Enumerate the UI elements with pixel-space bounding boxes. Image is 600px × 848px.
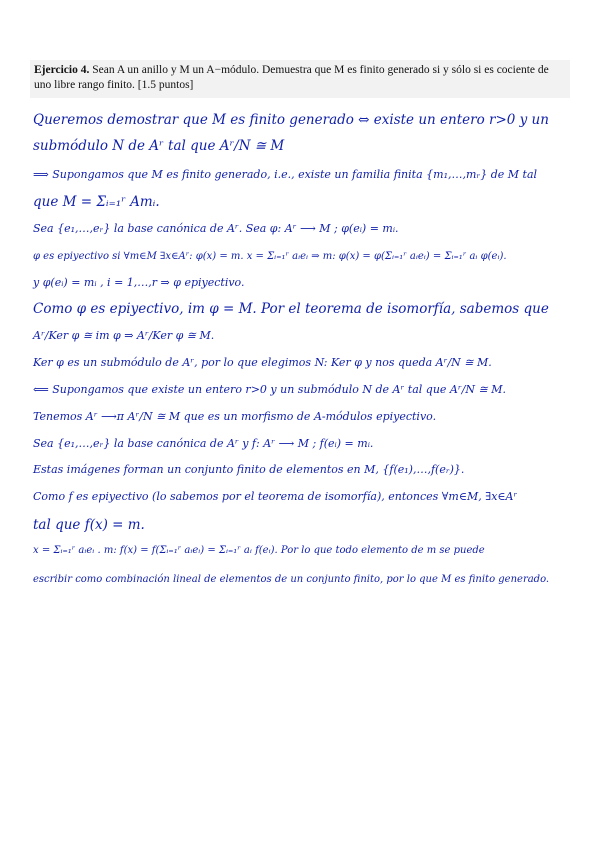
proof-line-15: Como f es epiyectivo (lo sabemos por el teorema de isomorfía), entonces ∀m∈M, ∃x∈Aʳ [33, 490, 518, 503]
proof-line-3: ⟹ Supongamos que M es finito generado, i.e., existe un familia finita {m₁,…,mᵣ} de M tal [33, 168, 538, 181]
proof-line-5: Sea {e₁,…,eᵣ} la base canónica de Aʳ. Sea φ: Aʳ ⟶ M ; φ(eᵢ) = mᵢ. [33, 222, 399, 235]
proof-line-7: y φ(eᵢ) = mᵢ , i = 1,…,r ⇒ φ epiyectivo. [33, 276, 245, 289]
proof-line-10: Ker φ es un submódulo de Aʳ, por lo que elegimos N: Ker φ y nos queda Aʳ/N ≅ M. [33, 356, 492, 369]
proof-line-17: x = Σᵢ₌₁ʳ aᵢeᵢ . m: f(x) = f(Σᵢ₌₁ʳ aᵢeᵢ) = Σᵢ₌₁ʳ aᵢ f(eᵢ). Por lo que todo elemento de m se puede [33, 545, 485, 556]
proof-line-12: Tenemos Aʳ ⟶π Aʳ/N ≅ M que es un morfismo de A-módulos epiyectivo. [33, 410, 437, 423]
proof-line-6: φ es epiyectivo si ∀m∈M ∃x∈Aʳ: φ(x) = m. x = Σᵢ₌₁ʳ aᵢeᵢ ⇒ m: φ(x) = φ(Σᵢ₌₁ʳ aᵢeᵢ) = Σᵢ₌₁ʳ aᵢ φ(eᵢ). [33, 251, 507, 262]
proof-line-8: Como φ es epiyectivo, im φ = M. Por el teorema de isomorfía, sabemos que [33, 301, 549, 317]
proof-line-9: Aʳ/Ker φ ≅ im φ ⇒ Aʳ/Ker φ ≅ M. [33, 329, 215, 342]
proof-line-14: Estas imágenes forman un conjunto finito de elementos en M, {f(e₁),…,f(eᵣ)}. [33, 463, 465, 476]
exercise-label: Ejercicio 4. [34, 64, 90, 76]
proof-line-4: que M = Σᵢ₌₁ʳ Amᵢ. [33, 194, 160, 210]
proof-line-1: Queremos demostrar que M es finito generado ⇔ existe un entero r>0 y un [33, 112, 549, 128]
exercise-text: Sean A un anillo y M un A−módulo. Demuestra que M es finito generado si y sólo si es cociente de uno libre rango finito. [1.5 puntos] [34, 64, 549, 91]
proof-line-18: escribir como combinación lineal de elementos de un conjunto finito, por lo que M es finito generado. [33, 574, 550, 585]
proof-line-16: tal que f(x) = m. [33, 517, 145, 533]
proof-line-13: Sea {e₁,…,eᵣ} la base canónica de Aʳ y f: Aʳ ⟶ M ; f(eᵢ) = mᵢ. [33, 437, 374, 450]
proof-line-2: submódulo N de Aʳ tal que Aʳ/N ≅ M [33, 138, 285, 154]
proof-line-11: ⟸ Supongamos que existe un entero r>0 y un submódulo N de Aʳ tal que Aʳ/N ≅ M. [33, 383, 506, 396]
